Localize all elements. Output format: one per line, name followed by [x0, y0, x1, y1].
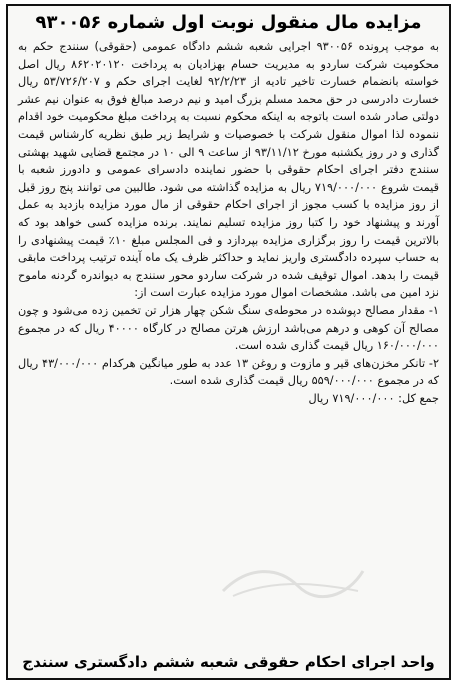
notice-body [18, 38, 439, 407]
notice-title: مزایده مال منقول نوبت اول شماره ۹۳۰۰۵۶ [35, 12, 422, 33]
list-item: ۱- مقدار مصالح دپوشده در محوطه‌ی سنگ شکن چهار هزار تن تخمین زده می‌شود و چون مصالح آن کوهی و درهم می‌باشد ارزش هرتن مصالح در کارگاه ۴۰۰۰۰ ریال که در مجموع ۱۶۰/۰۰۰/۰۰۰ ریال قیمت گذاری شده است. [18, 303, 439, 353]
notice-paragraph: به موجب پرونده ۹۳۰۰۵۶ اجرایی شعبه ششم دادگاه عمومی (حقوقی) سنندج حکم به محکومیت شرکت ساردو به مدیریت حسام بهزادیان به پرداخت ۸۶۲۰۲۰۱۲۰ ریال اصل خواسته بانضمام خسارت تاخیر تادیه از ۹۲/۲/۲۳ لغایت اجرای حکم و ۵۳/۷۲۶/۲۰۷ ریال خسارت دادرسی در حق محمد مسلم بزرگ امید و نیم درصد مبالغ فوق به عنوان نیم عشر دولتی صادر شده است باتوجه به اینکه محکوم نسبت به پرداخت مبلغ محکومیت خود اقدام ننموده لذا اموال منقول شرکت با خصوصیات و شرایط زیر طبق نظریه کارشناس قیمت گذاری و در روز یکشنبه مورخ ۹۳/۱۱/۱۲ از ساعت ۹ الی ۱۰ در مجتمع قضایی شهید بهشتی سنندج دفتر اجرای احکام حقوقی با حضور نماینده دادسرای عمومی و دادورز شعبه با قیمت شروع ۷۱۹/۰۰۰/۰۰۰ ریال به مزایده گذاشته می شود. طالبین می توانند پنج روز قبل از روز مزایده با کسب مجوز از اجرای احکام حقوقی از مال مورد مزایده بازدید به عمل آورند و پیشنهاد خود را کتبا روز مزایده تسلیم نمایند. برنده مزایده کسی خواهد بود که بالاترین قیمت را روز برگزاری مزایده بپردازد و فی المجلس مبلغ ۱۰٪ قیمت پیشنهادی را به حساب سپرده دادگستری واریز نماید و حداکثر ظرف یک ماه آینده ترتیب پرداخت مابقی قیمت را بدهد. اموال توقیف شده در شرکت ساردو محور سنندج به دیواندره گردنه ماموح نزد امین می باشد. مشخصات اموال مورد مزایده عبارت است از: [18, 40, 440, 300]
notice-footer: واحد اجرای احکام حقوقی شعبه ششم دادگستری سنندج [22, 653, 435, 671]
list-item: ۲- تانکر مخزن‌های قیر و مازوت و روغن ۱۳ عدد به طور میانگین هرکدام ۴۳/۰۰۰/۰۰۰ ریال که در مجموع ۵۵۹/۰۰۰/۰۰۰ ریال قیمت گذاری شده است. [18, 356, 440, 388]
stamp-watermark [218, 561, 368, 601]
notice-total: جمع کل: ۷۱۹/۰۰۰/۰۰۰ ریال [308, 391, 439, 405]
notice-frame [6, 4, 451, 680]
